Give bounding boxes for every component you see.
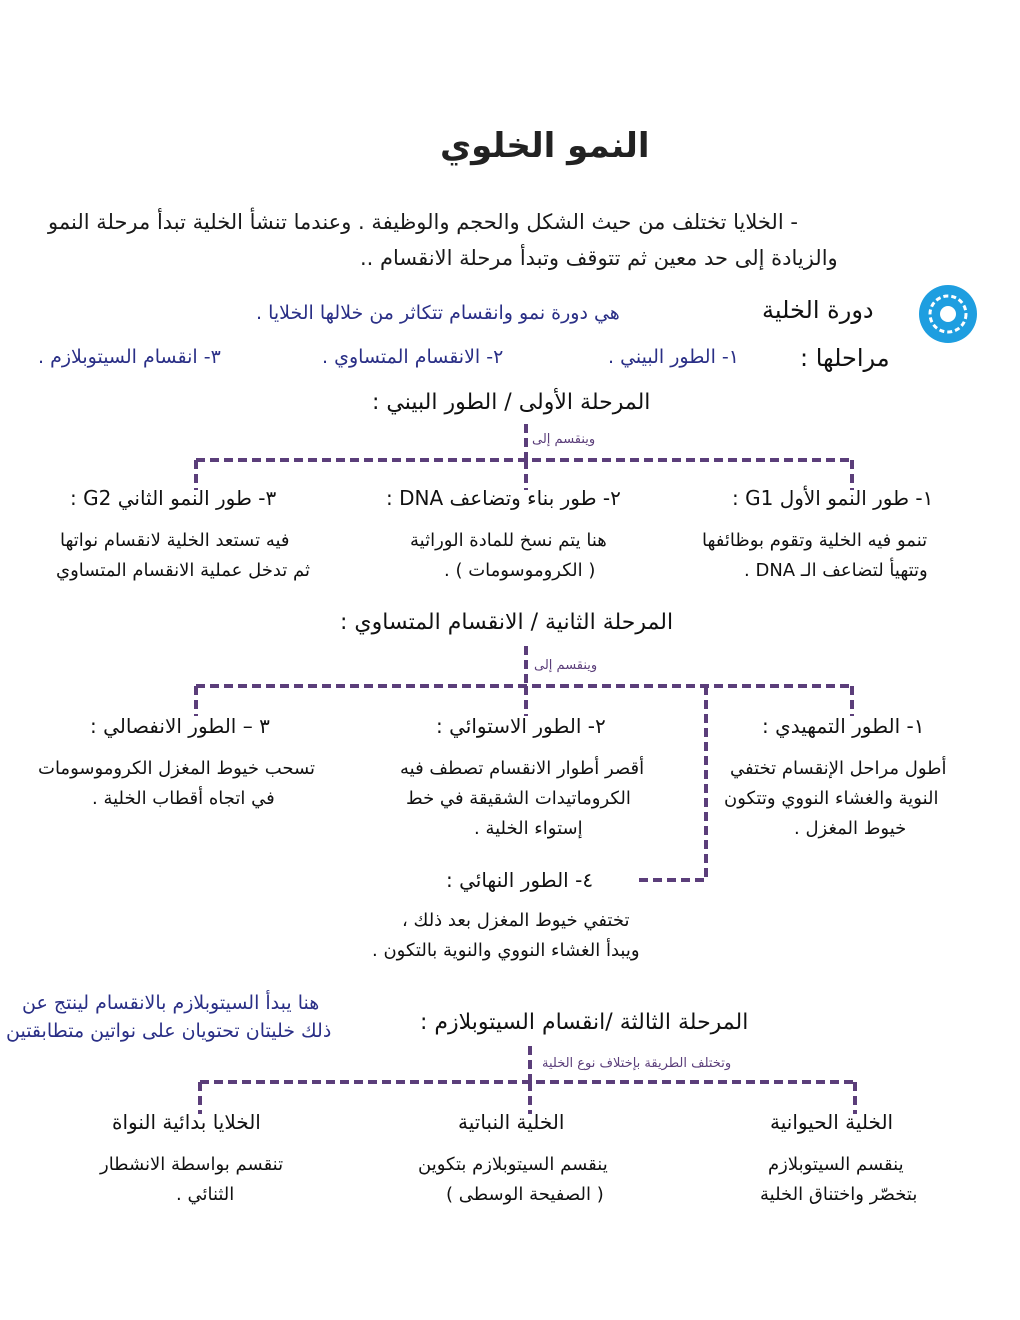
prokaryote-title: الخلايا بدائية النواة xyxy=(112,1110,261,1134)
g2-text-2: ثم تدخل عملية الانقسام المتساوي xyxy=(56,560,310,581)
animal-cell-title: الخلية الحيوانية xyxy=(770,1110,894,1134)
metaphase-text-2: الكروماتيدات الشقيقة في خط xyxy=(406,788,631,809)
phase-mitosis: ٢- الانقسام المتساوي . xyxy=(322,346,504,368)
telophase-text-2: ويبدأ الغشاء النووي والنوية بالتكون . xyxy=(372,940,640,961)
anaphase-text-1: تسحب خيوط المغزل الكروموسومات xyxy=(38,758,316,779)
plant-cell-title: الخلية النباتية xyxy=(458,1110,565,1134)
g2-title: ٣- طور النمو الثاني G2 : xyxy=(70,486,277,510)
g1-text-1: تنمو فيه الخلية وتقوم بوظائفها xyxy=(702,530,928,551)
telophase-title: ٤- الطور النهائي : xyxy=(446,868,594,892)
stage2-connector-label: وينقسم إلى xyxy=(534,658,598,673)
g1-text-2: وتتهيأ لتضاعف الـ DNA . xyxy=(744,560,928,581)
intro-line-2: والزيادة إلى حد معين ثم تتوقف وتبدأ مرحلة الانقسام .. xyxy=(360,246,838,270)
animal-cell-text-2: بتخصّر واختناق الخلية xyxy=(760,1184,918,1205)
stage3-connector-label: وتختلف الطريقة بإختلاف نوع الخلية xyxy=(542,1056,732,1071)
page-title: النمو الخلوي xyxy=(440,126,650,166)
s-phase-text-1: هنا يتم نسخ للمادة الوراثية xyxy=(410,530,607,551)
metaphase-text-3: إستواء الخلية . xyxy=(474,818,583,839)
metaphase-text-1: أقصر أطوار الانقسام تصطف فيه xyxy=(400,758,645,779)
animal-cell-text-1: ينقسم السيتوبلازم xyxy=(768,1154,904,1175)
prophase-text-2: النوية والغشاء النووي وتتكون xyxy=(724,788,939,809)
stage3-connector xyxy=(200,1046,855,1114)
prophase-title: ١- الطور التمهيدي : xyxy=(762,714,925,738)
stage3-note-2: ذلك خليتان تحتويان على نواتين متطابقتين xyxy=(6,1020,332,1042)
prokaryote-text-1: تنقسم بواسطة الانشطار xyxy=(100,1154,284,1175)
phases-label: مراحلها : xyxy=(800,344,890,372)
phase-cytokinesis: ٣- انقسام السيتوبلازم . xyxy=(38,346,221,368)
anaphase-text-2: في اتجاه أقطاب الخلية . xyxy=(92,788,275,809)
anaphase-title: ٣ – الطور الانفصالي : xyxy=(90,714,270,738)
plant-cell-text-2: ( الصفيحة الوسطى ) xyxy=(446,1184,604,1205)
stage2-heading: المرحلة الثانية / الانقسام المتساوي : xyxy=(340,610,674,635)
stage3-note-1: هنا يبدأ السيتوبلازم بالانقسام لينتج عن xyxy=(22,992,320,1014)
prophase-text-3: خيوط المغزل . xyxy=(794,818,907,839)
telophase-text-1: تختفي خيوط المغزل بعد ذلك ، xyxy=(402,910,630,931)
prokaryote-text-2: الثنائي . xyxy=(176,1184,235,1205)
g1-title: ١- طور النمو الأول G1 : xyxy=(732,486,934,510)
metaphase-title: ٢- الطور الاستوائي : xyxy=(436,714,606,738)
cell-cycle-label: دورة الخلية xyxy=(762,296,874,324)
cell-cycle-definition: هي دورة نمو وانقسام تتكاثر من خلالها الخلايا . xyxy=(256,302,620,324)
stage1-connector xyxy=(196,424,852,490)
circle-dashed-icon xyxy=(917,283,979,345)
s-phase-title: ٢- طور بناء وتضاعف DNA : xyxy=(386,486,621,510)
intro-line-1: - الخلايا تختلف من حيث الشكل والحجم والوظيفة . وعندما تنشأ الخلية تبدأ مرحلة النمو xyxy=(48,210,798,234)
stage3-heading: المرحلة الثالثة /انقسام السيتوبلازم : xyxy=(420,1010,749,1035)
g2-text-1: فيه تستعد الخلية لانقسام نواتها xyxy=(60,530,290,551)
stage1-connector-label: وينقسم إلى xyxy=(532,432,596,447)
plant-cell-text-1: ينقسم السيتوبلازم بتكوين xyxy=(418,1154,608,1175)
stage1-heading: المرحلة الأولى / الطور البيني : xyxy=(372,390,651,415)
prophase-text-1: أطول مراحل الإنقسام تختفي xyxy=(730,758,947,779)
s-phase-text-2: ( الكروموسومات ) . xyxy=(444,560,596,581)
phase-interphase: ١- الطور البيني . xyxy=(608,346,739,368)
